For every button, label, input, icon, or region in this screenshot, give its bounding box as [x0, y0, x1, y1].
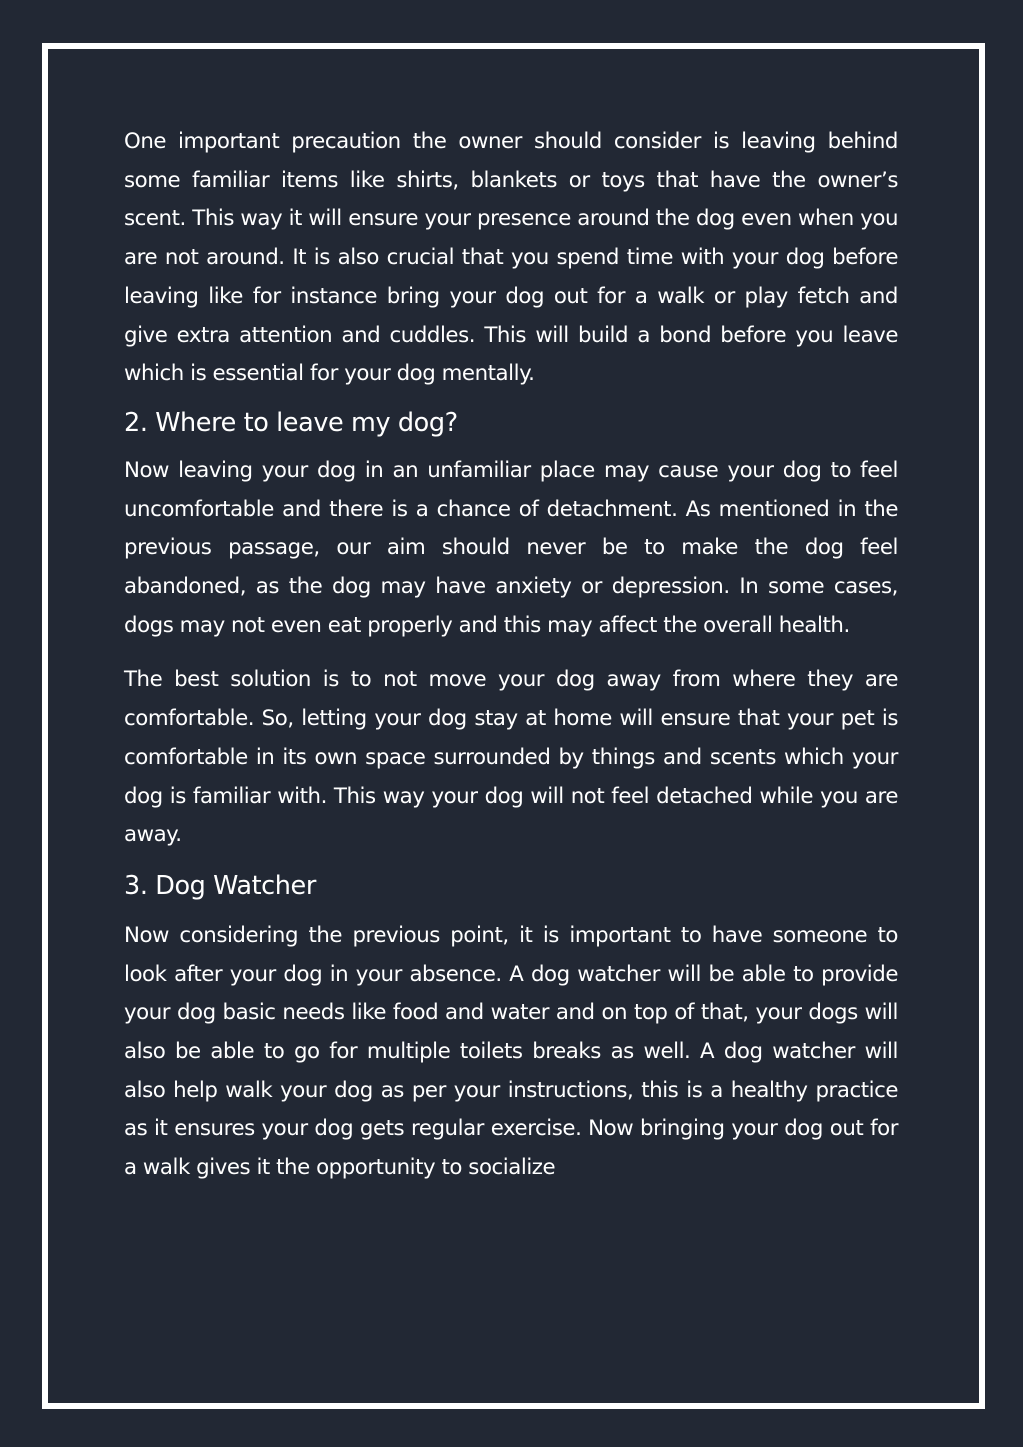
- heading-dog-watcher: 3. Dog Watcher: [124, 870, 316, 901]
- paragraph-unfamiliar-place: Now leaving your dog in an unfamiliar place may cause your dog to feel uncomfortable and there is a chance of detachment. As mentioned in the previous passage, our aim should never be to make the dog feel abandoned, as the dog may have anxiety or depression. In some cases, dogs may not even eat properly and this may affect the overall health.: [124, 457, 898, 638]
- paragraph-best-solution: The best solution is to not move your dog away from where they are comfortable. So, letting your dog stay at home will ensure that your pet is comfortable in its own space surrounded by things and scents which your dog is familiar with. This way your dog will not feel detached while you are away.: [124, 667, 898, 848]
- paragraph-precaution: One important precaution the owner should consider is leaving behind some familiar items like shirts, blankets or toys that have the owner’s scent. This way it will ensure your presence around the dog even when you are not around. It is also crucial that you spend time with your dog before leaving like for instance bring your dog out for a walk or play fetch and give extra attention and cuddles. This will build a bond before you leave which is essential for your dog mentally.: [124, 129, 898, 387]
- document-body: [124, 123, 898, 1188]
- paragraph-dog-watcher: Now considering the previous point, it is important to have someone to look after your dog in your absence. A dog watcher will be able to provide your dog basic needs like food and water and on top of that, your dogs will also be able to go for multiple toilets breaks as well. A dog watcher will also help walk your dog as per your instructions, this is a healthy practice as it ensures your dog gets regular exercise. Now bringing your dog out for a walk gives it the opportunity to socialize: [124, 922, 898, 1181]
- heading-where-to-leave: 2. Where to leave my dog?: [124, 407, 458, 438]
